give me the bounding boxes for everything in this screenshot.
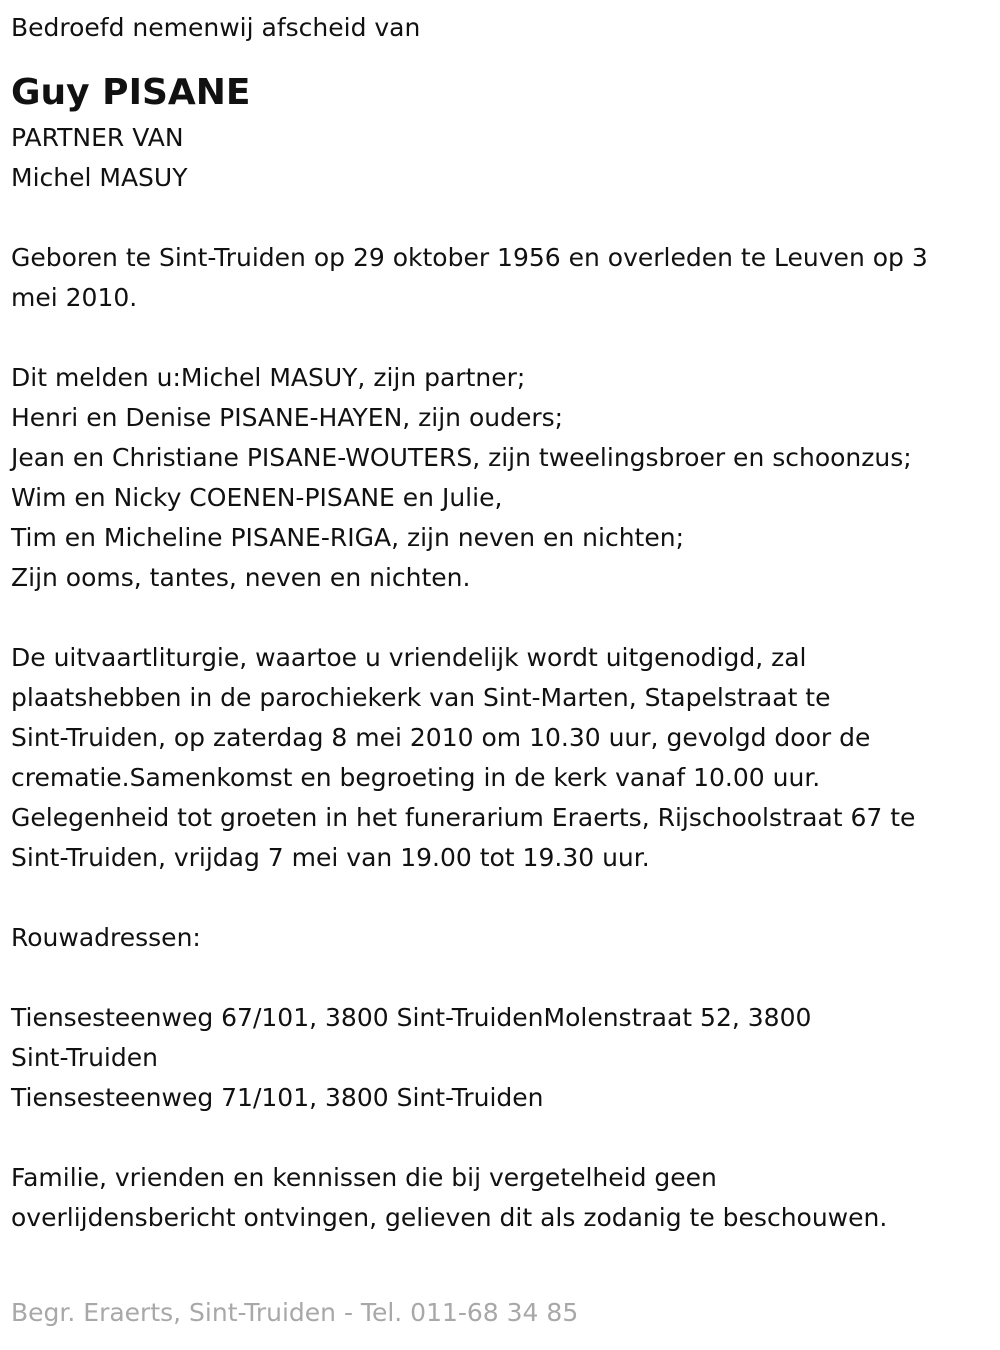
- announcers-list: [11, 358, 990, 598]
- paragraph-line: plaatshebben in de parochiekerk van Sint-Marten, Stapelstraat te: [11, 683, 831, 712]
- spacer: [11, 958, 990, 998]
- address-line: Sint-Truiden: [11, 1043, 158, 1072]
- paragraph-line: crematie.Samenkomst en begroeting in de kerk vanaf 10.00 uur.: [11, 763, 821, 792]
- paragraph-line: Gelegenheid tot groeten in het funerarium Eraerts, Rijschoolstraat 67 te: [11, 803, 916, 832]
- addresses-label: Rouwadressen:: [11, 923, 201, 952]
- intro-text: Bedroefd nemenwij afscheid van: [11, 13, 421, 42]
- paragraph-line: overlijdensbericht ontvingen, gelieven dit als zodanig te beschouwen.: [11, 1203, 888, 1232]
- deceased-name: Guy PISANE: [11, 72, 251, 113]
- spacer: [11, 198, 990, 238]
- spacer: [11, 1118, 990, 1158]
- spacer: [11, 318, 990, 358]
- closing-paragraph: [11, 1158, 990, 1238]
- funeral-home-footer: Begr. Eraerts, Sint-Truiden - Tel. 011-68 34 85: [11, 1298, 579, 1327]
- paragraph-line: Familie, vrienden en kennissen die bij vergetelheid geen: [11, 1163, 717, 1192]
- announcer-line: Jean en Christiane PISANE-WOUTERS, zijn tweelingsbroer en schoonzus;: [11, 443, 912, 472]
- ceremony-paragraph: [11, 638, 990, 878]
- paragraph-line: Sint-Truiden, op zaterdag 8 mei 2010 om 10.30 uur, gevolgd door de: [11, 723, 871, 752]
- partner-name: Michel MASUY: [11, 163, 188, 192]
- announcer-line: Dit melden u:Michel MASUY, zijn partner;: [11, 363, 526, 392]
- relation-label: PARTNER VAN: [11, 123, 184, 152]
- announcer-line: Wim en Nicky COENEN-PISANE en Julie,: [11, 483, 503, 512]
- birth-death-paragraph: [11, 238, 990, 318]
- announcer-line: Henri en Denise PISANE-HAYEN, zijn ouders;: [11, 403, 564, 432]
- paragraph-line: De uitvaartliturgie, waartoe u vriendelijk wordt uitgenodigd, zal: [11, 643, 807, 672]
- announcer-line: Zijn ooms, tantes, neven en nichten.: [11, 563, 471, 592]
- addresses-list: [11, 998, 990, 1118]
- spacer: [11, 878, 990, 918]
- address-line: Tiensesteenweg 67/101, 3800 Sint-TruidenMolenstraat 52, 3800: [11, 1003, 812, 1032]
- paragraph-line: Sint-Truiden, vrijdag 7 mei van 19.00 tot 19.30 uur.: [11, 843, 650, 872]
- spacer: [11, 598, 990, 638]
- paragraph-line: Geboren te Sint-Truiden op 29 oktober 1956 en overleden te Leuven op 3: [11, 243, 928, 272]
- paragraph-line: mei 2010.: [11, 283, 138, 312]
- address-line: Tiensesteenweg 71/101, 3800 Sint-Truiden: [11, 1083, 544, 1112]
- announcer-line: Tim en Micheline PISANE-RIGA, zijn neven en nichten;: [11, 523, 684, 552]
